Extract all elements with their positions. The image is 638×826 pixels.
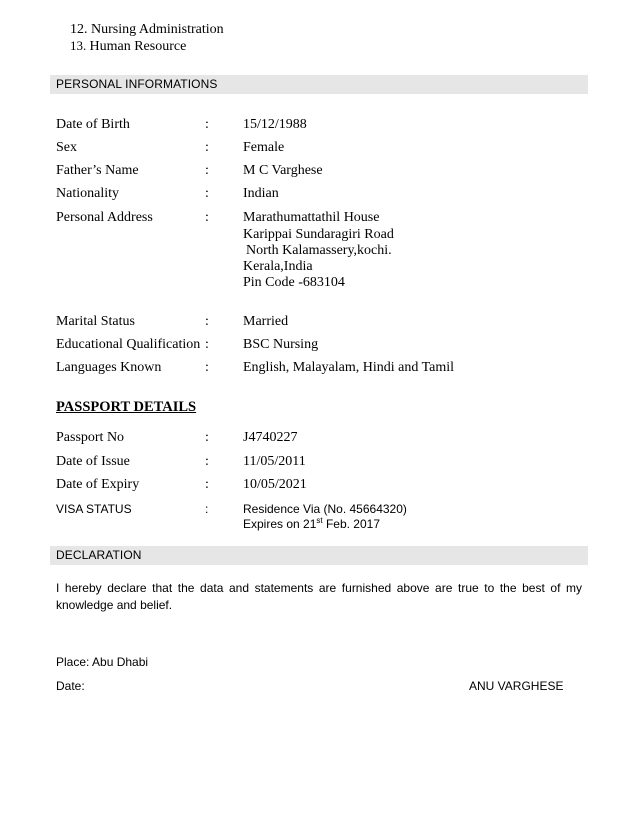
languages-value: English, Malayalam, Hindi and Tamil (243, 360, 455, 375)
colon: : (205, 210, 209, 225)
section-header-declaration (50, 546, 588, 565)
issue-value: 11/05/2011 (243, 454, 306, 469)
sex-value: Female (243, 140, 285, 155)
colon: : (205, 163, 209, 178)
colon: : (205, 140, 209, 155)
list-number: 12. (70, 22, 88, 37)
visa-line: Residence Via (No. 45664320) (243, 502, 407, 516)
nationality-label: Nationality (56, 186, 119, 201)
address-line: Pin Code -683104 (243, 275, 345, 290)
section-title: DECLARATION (56, 548, 142, 562)
section-header-personal (50, 75, 588, 94)
passport-no-label: Passport No (56, 430, 125, 445)
colon: : (205, 502, 209, 516)
colon: : (205, 186, 209, 201)
list-text: Nursing Administration (91, 22, 224, 37)
declaration-text: I hereby declare that the data and statements are furnished above are true to the best of my knowledge and belief. (56, 581, 582, 612)
colon: : (205, 314, 209, 329)
father-value: M C Varghese (243, 163, 323, 178)
address-line: Marathumattathil House (243, 210, 380, 225)
marital-value: Married (243, 314, 289, 329)
address-line: Kerala,India (243, 259, 313, 274)
list-item (70, 38, 186, 55)
languages-label: Languages Known (56, 360, 162, 375)
colon: : (205, 430, 209, 445)
colon: : (205, 454, 209, 469)
visa-expiry-sup: st (316, 516, 323, 525)
education-label: Educational Qualification (56, 337, 201, 352)
visa-expiry-pre: Expires on 21 (243, 517, 317, 531)
section-title: PERSONAL INFORMATIONS (56, 77, 218, 91)
address-label: Personal Address (56, 210, 153, 225)
sex-label: Sex (56, 140, 77, 155)
colon: : (205, 477, 209, 492)
place-text: Place: Abu Dhabi (56, 655, 149, 669)
list-text: Human Resource (89, 39, 187, 54)
dob-label: Date of Birth (56, 117, 130, 132)
issue-label: Date of Issue (56, 454, 130, 469)
visa-label: VISA STATUS (56, 502, 132, 516)
signature-name: ANU VARGHESE (469, 679, 564, 693)
address-line: North Kalamassery,kochi. (246, 243, 392, 258)
passport-no-value: J4740227 (243, 430, 298, 445)
visa-expiry-line (243, 516, 380, 531)
dob-value: 15/12/1988 (243, 117, 307, 132)
expiry-value: 10/05/2021 (243, 477, 307, 492)
date-text: Date: (56, 679, 85, 693)
father-label: Father’s Name (56, 163, 139, 178)
list-number: 13. (70, 38, 87, 53)
expiry-label: Date of Expiry (56, 477, 140, 492)
visa-expiry-post: Feb. 2017 (322, 517, 380, 531)
address-line: Karippai Sundaragiri Road (243, 227, 394, 242)
colon: : (205, 360, 209, 375)
colon: : (205, 117, 209, 132)
colon: : (205, 337, 209, 352)
education-value: BSC Nursing (243, 337, 319, 352)
nationality-value: Indian (243, 186, 279, 201)
passport-heading: PASSPORT DETAILS (56, 399, 197, 415)
list-item (70, 22, 224, 38)
marital-label: Marital Status (56, 314, 135, 329)
